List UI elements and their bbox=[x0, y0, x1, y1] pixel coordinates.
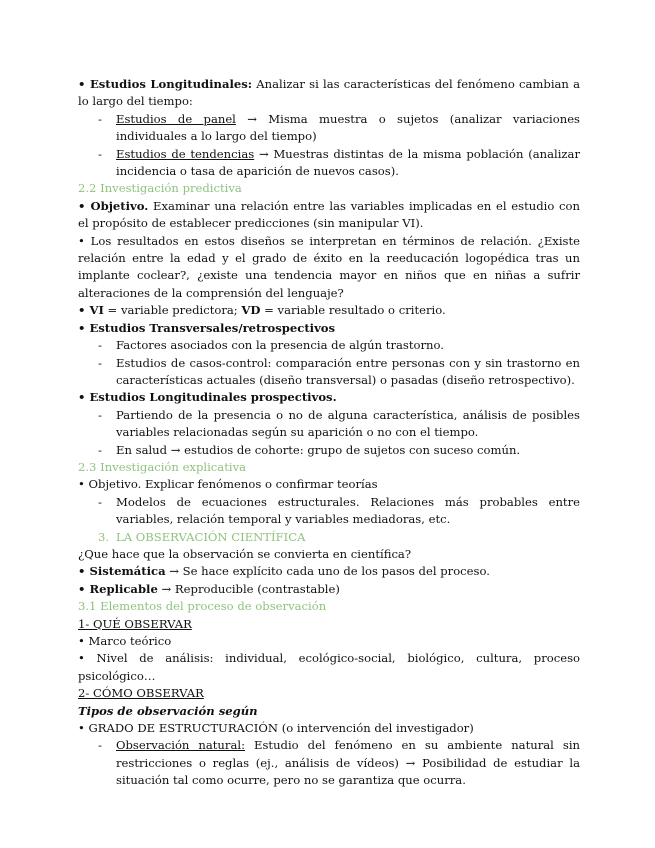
bullet-objetivo-explicativa: • Objetivo. Explicar fenómenos o confirmar teorías bbox=[78, 477, 378, 492]
subitem-factores-asociados: - Factores asociados con la presencia de algún trastorno. bbox=[98, 338, 444, 353]
bullet-longitudinales-prospectivos: • Estudios Longitudinales prospectivos. bbox=[78, 390, 337, 405]
heading-que-observar: 1- QUÉ OBSERVAR bbox=[78, 616, 192, 631]
question-observacion: ¿Que hace que la observación se convierta en científica? bbox=[78, 546, 412, 561]
bullet-sistematica: • Sistemática → Se hace explícito cada uno de los pasos del proceso. bbox=[78, 564, 490, 579]
heading-observacion-cientifica: 3. LA OBSERVACIÓN CIENTÍFICA bbox=[98, 529, 306, 544]
bullet-vi-vd: • VI = variable predictora; VD = variable resultado o criterio. bbox=[78, 303, 446, 318]
subitem-observacion-natural: - Observación natural: Estudio del fenómeno en su ambiente natural sin restricciones o reglas (ej., análisis de vídeos) → Posibilidad de estudiar la situación tal como ocurre, pero no se garantiza que ocurra. bbox=[98, 738, 580, 788]
heading-elementos-proceso: 3.1 Elementos del proceso de observación bbox=[78, 599, 327, 614]
bullet-estudios-transversales: • Estudios Transversales/retrospectivos bbox=[78, 320, 336, 335]
heading-investigacion-explicativa: 2.3 Investigación explicativa bbox=[78, 459, 247, 474]
subitem-partiendo: - Partiendo de la presencia o no de alguna característica, análisis de posibles variables relacionadas según su aparición o no con el tiempo. bbox=[98, 407, 580, 440]
subitem-casos-control: - Estudios de casos-control: comparación entre personas con y sin trastorno en características actuales (diseño transversal) o pasadas (diseño retrospectivo). bbox=[98, 355, 580, 387]
subitem-estudios-tendencias: - Estudios de tendencias → Muestras distintas de la misma población (analizar incidencia o tasa de aparición de nuevos casos). bbox=[98, 146, 580, 179]
subitem-estudios-panel: - Estudios de panel → Misma muestra o sujetos (analizar variaciones individuales a lo largo del tiempo) bbox=[98, 111, 581, 144]
heading-como-observar: 2- CÓMO OBSERVAR bbox=[78, 686, 204, 701]
bullet-grado-estructuracion: • GRADO DE ESTRUCTURACIÓN (o intervención del investigador) bbox=[78, 721, 474, 736]
bullet-marco-teorico: • Marco teórico bbox=[78, 634, 172, 648]
document-body bbox=[78, 76, 580, 790]
bullet-resultados: • Los resultados en estos diseños se interpretan en términos de relación. ¿Existe relación entre la edad y el grado de éxito en la reeducación logopédica tras un implante coclear?, ¿existe una tendencia mayor en niños que en niñas a sufrir alteraciones de la comprensión del lenguaje? bbox=[78, 233, 580, 300]
subitem-modelos-ecuaciones: - Modelos de ecuaciones estructurales. Relaciones más probables entre variables, relación temporal y variables mediadoras, etc. bbox=[98, 494, 580, 527]
subheading-tipos-observacion: Tipos de observación según bbox=[78, 703, 258, 718]
subitem-salud-cohorte: - En salud → estudios de cohorte: grupo de sujetos con suceso común. bbox=[98, 442, 521, 457]
bullet-nivel-analisis: • Nivel de análisis: individual, ecológico-social, biológico, cultura, proceso psicológico… bbox=[78, 651, 580, 683]
bullet-estudios-longitudinales: • Estudios Longitudinales: Analizar si las características del fenómeno cambian a lo largo del tiempo: bbox=[78, 77, 580, 109]
bullet-replicable: • Replicable → Reproducible (contrastable) bbox=[78, 581, 340, 596]
heading-investigacion-predictiva: 2.2 Investigación predictiva bbox=[78, 181, 242, 196]
bullet-objetivo-predictiva: • Objetivo. Examinar una relación entre las variables implicadas en el estudio con el propósito de establecer predicciones (sin manipular VI). bbox=[78, 198, 580, 231]
